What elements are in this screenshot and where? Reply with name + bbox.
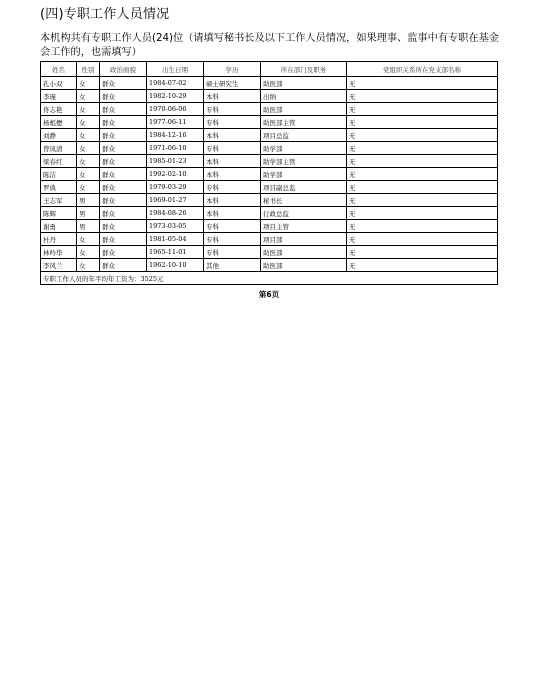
column-header: 所在部门及职务 [261, 62, 347, 77]
table-cell: 1971-06-10 [147, 142, 204, 155]
table-cell: 项目主管 [261, 220, 347, 233]
staff-table-body [41, 77, 498, 285]
table-cell: 群众 [100, 207, 147, 220]
table-cell: 林吟华 [41, 246, 77, 259]
column-header: 党组织关系所在党支部名称 [347, 62, 498, 77]
table-cell: 无 [347, 77, 498, 90]
header-row [41, 62, 498, 77]
table-cell: 1982-10-29 [147, 90, 204, 103]
table-cell: 本科 [204, 194, 261, 207]
table-cell: 专科 [204, 142, 261, 155]
table-cell: 男 [77, 220, 100, 233]
table-cell: 男 [77, 207, 100, 220]
table-cell: 杜丹 [41, 233, 77, 246]
table-cell: 无 [347, 103, 498, 116]
table-row [41, 233, 498, 246]
table-cell: 曾凤清 [41, 142, 77, 155]
table-cell: 出纳 [261, 90, 347, 103]
table-cell: 王志军 [41, 194, 77, 207]
average-salary-note: 专职工作人员的年平均年工资为：3525元 [41, 272, 498, 285]
table-cell: 1981-05-04 [147, 233, 204, 246]
table-cell: 1965-11-01 [147, 246, 204, 259]
table-cell: 女 [77, 103, 100, 116]
table-cell: 男 [77, 194, 100, 207]
table-cell: 项目部 [261, 233, 347, 246]
table-cell: 助医部 [261, 246, 347, 259]
table-cell: 女 [77, 181, 100, 194]
table-cell: 助医部 [261, 77, 347, 90]
table-cell: 助医部 [261, 259, 347, 272]
table-cell: 无 [347, 259, 498, 272]
table-cell: 1979-03-29 [147, 181, 204, 194]
column-header: 姓名 [41, 62, 77, 77]
table-cell: 群众 [100, 77, 147, 90]
table-row [41, 246, 498, 259]
table-cell: 孔小双 [41, 77, 77, 90]
column-header: 性别 [77, 62, 100, 77]
table-cell: 女 [77, 116, 100, 129]
table-cell: 群众 [100, 233, 147, 246]
table-cell: 无 [347, 181, 498, 194]
table-row [41, 116, 498, 129]
table-cell: 谢勇 [41, 220, 77, 233]
table-cell: 无 [347, 168, 498, 181]
table-row [41, 168, 498, 181]
table-cell: 本科 [204, 207, 261, 220]
table-cell: 1962-10-10 [147, 259, 204, 272]
table-row [41, 77, 498, 90]
table-cell: 女 [77, 90, 100, 103]
table-cell: 无 [347, 129, 498, 142]
table-cell: 群众 [100, 168, 147, 181]
table-cell: 群众 [100, 181, 147, 194]
table-row [41, 90, 498, 103]
table-row [41, 207, 498, 220]
column-header: 政治面貌 [100, 62, 147, 77]
table-cell: 群众 [100, 116, 147, 129]
staff-table-header [41, 62, 498, 77]
table-cell: 无 [347, 142, 498, 155]
table-row [41, 103, 498, 116]
table-cell: 陈辉 [41, 207, 77, 220]
table-cell: 1985-01-23 [147, 155, 204, 168]
table-cell: 助学部 [261, 168, 347, 181]
table-cell: 本科 [204, 168, 261, 181]
table-cell: 女 [77, 155, 100, 168]
table-row [41, 129, 498, 142]
table-cell: 女 [77, 259, 100, 272]
column-header: 出生日期 [147, 62, 204, 77]
intro-text: 本机构共有专职工作人员(24)位（请填写秘书长及以下工作人员情况，如果理事、监事中有专职在基金会工作的，也需填写） [40, 33, 499, 58]
table-cell: 本科 [204, 129, 261, 142]
table-cell: 助学部主管 [261, 155, 347, 168]
table-row [41, 142, 498, 155]
table-cell: 无 [347, 155, 498, 168]
staff-table [40, 61, 498, 285]
page-number: 第6页 [258, 290, 280, 299]
column-header: 学历 [204, 62, 261, 77]
table-cell: 硕士研究生 [204, 77, 261, 90]
table-cell: 女 [77, 168, 100, 181]
table-cell: 专科 [204, 220, 261, 233]
table-cell: 1977-06-11 [147, 116, 204, 129]
table-cell: 1984-07-02 [147, 77, 204, 90]
table-cell: 刘静 [41, 129, 77, 142]
table-row [41, 155, 498, 168]
table-cell: 群众 [100, 194, 147, 207]
table-cell: 女 [77, 246, 100, 259]
table-cell: 助医部 [261, 103, 347, 116]
table-cell: 助学部 [261, 142, 347, 155]
table-cell: 助医部主管 [261, 116, 347, 129]
table-cell: 杨彪懋 [41, 116, 77, 129]
table-cell: 本科 [204, 155, 261, 168]
table-cell: 1970-06-06 [147, 103, 204, 116]
table-cell: 群众 [100, 103, 147, 116]
table-cell: 专科 [204, 246, 261, 259]
table-cell: 专科 [204, 181, 261, 194]
table-row [41, 259, 498, 272]
table-cell: 秘书长 [261, 194, 347, 207]
table-cell: 无 [347, 194, 498, 207]
table-cell: 群众 [100, 246, 147, 259]
table-cell: 专科 [204, 103, 261, 116]
table-cell: 行政总监 [261, 207, 347, 220]
table-cell: 女 [77, 142, 100, 155]
table-cell: 无 [347, 90, 498, 103]
table-footer-row [41, 272, 498, 285]
table-row [41, 220, 498, 233]
table-cell: 1984-08-26 [147, 207, 204, 220]
table-cell: 无 [347, 116, 498, 129]
table-row [41, 181, 498, 194]
table-cell: 专科 [204, 233, 261, 246]
table-cell: 女 [77, 77, 100, 90]
table-row [41, 194, 498, 207]
table-cell: 罗典 [41, 181, 77, 194]
table-cell: 1969-01-27 [147, 194, 204, 207]
table-cell: 李瑾 [41, 90, 77, 103]
table-cell: 李风兰 [41, 259, 77, 272]
table-cell: 群众 [100, 142, 147, 155]
table-cell: 群众 [100, 129, 147, 142]
table-cell: 梁春红 [41, 155, 77, 168]
section-title: (四)专职工作人员情况 [40, 7, 170, 22]
table-cell: 女 [77, 233, 100, 246]
table-cell: 陈洁 [41, 168, 77, 181]
table-cell: 无 [347, 220, 498, 233]
table-cell: 1984-12-16 [147, 129, 204, 142]
table-cell: 无 [347, 246, 498, 259]
table-cell: 项目总监 [261, 129, 347, 142]
table-cell: 佟志艳 [41, 103, 77, 116]
table-cell: 群众 [100, 90, 147, 103]
table-cell: 其他 [204, 259, 261, 272]
table-cell: 无 [347, 207, 498, 220]
table-cell: 本科 [204, 90, 261, 103]
table-cell: 专科 [204, 116, 261, 129]
table-cell: 1973-03-05 [147, 220, 204, 233]
table-cell: 女 [77, 129, 100, 142]
table-cell: 群众 [100, 259, 147, 272]
table-cell: 群众 [100, 155, 147, 168]
table-cell: 项目副总监 [261, 181, 347, 194]
table-cell: 群众 [100, 220, 147, 233]
table-cell: 无 [347, 233, 498, 246]
table-cell: 1992-02-10 [147, 168, 204, 181]
